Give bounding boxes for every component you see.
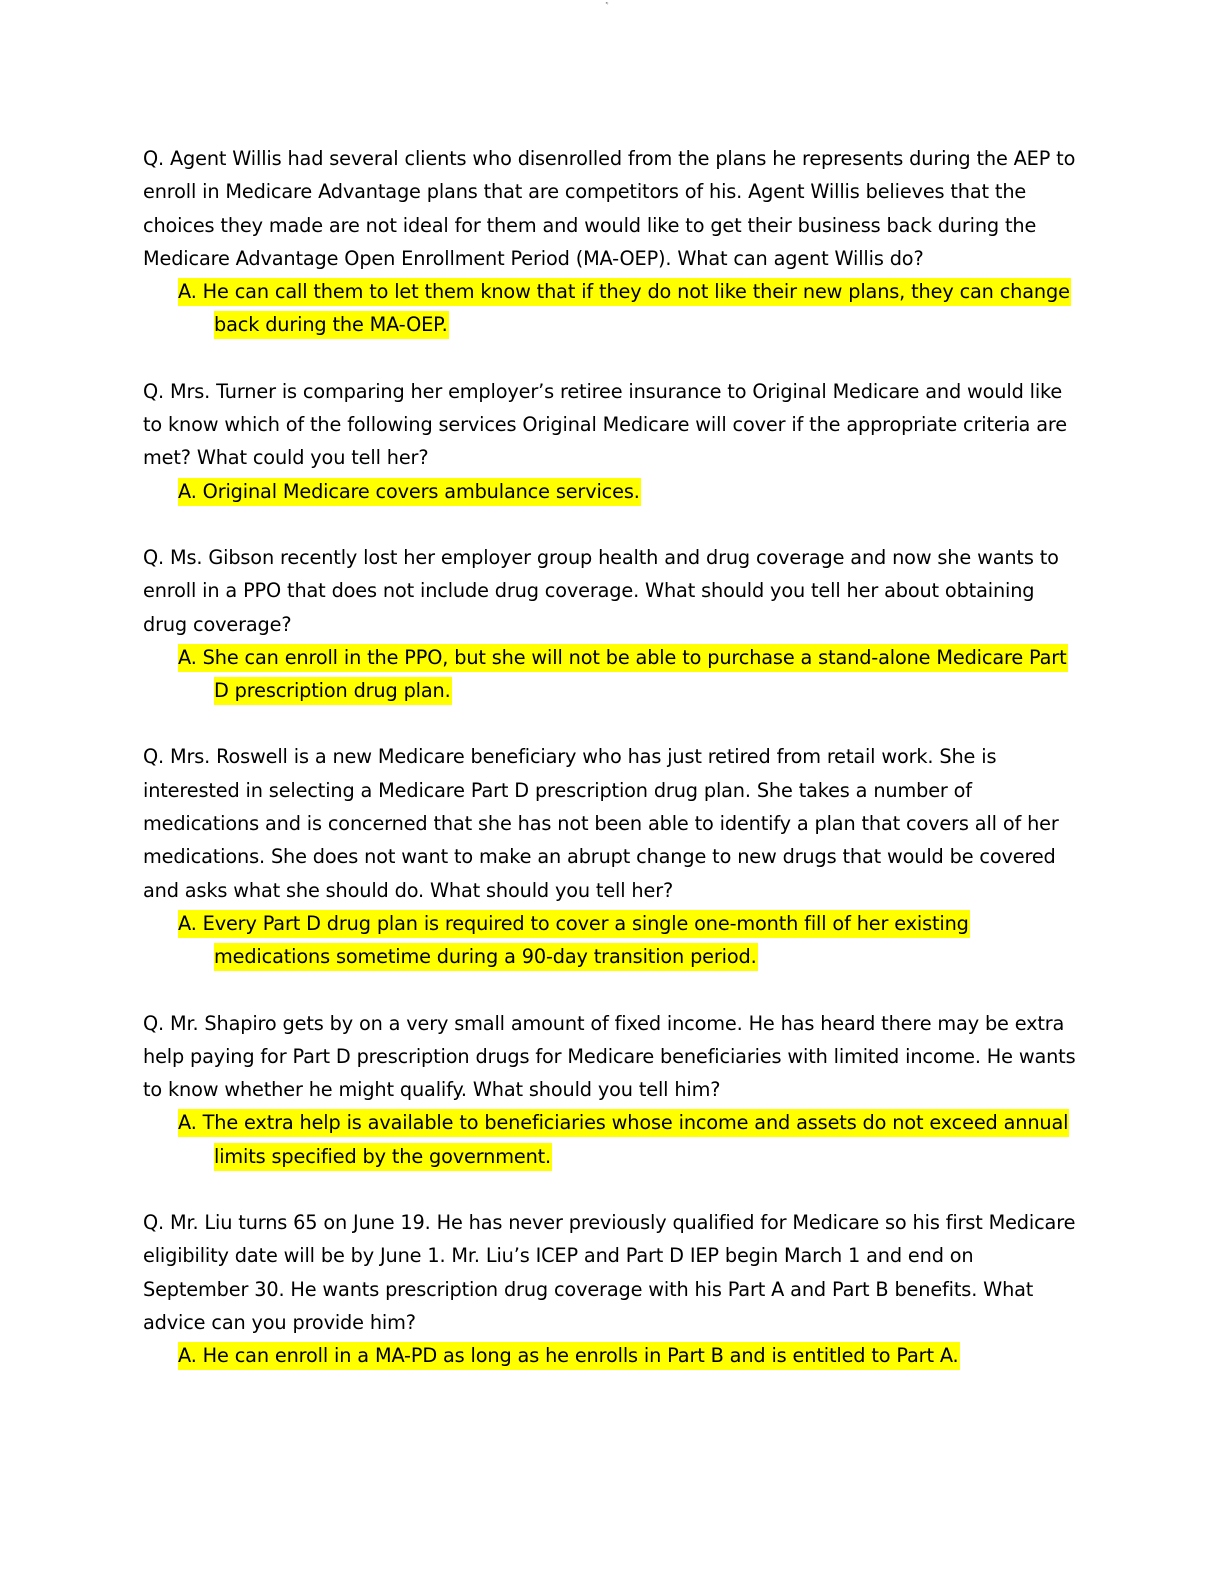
- answer: [143, 475, 1083, 508]
- question-text: Q. Agent Willis had several clients who disenrolled from the plans he represents during the AEP to enroll in Medicare Advantage plans that are competitors of his. Agent Willis believes that the choices they made are not ideal for them and would like to get their business back during the Medicare Advantage Open Enrollment Period (MA-OEP). What can agent Willis do?: [143, 147, 1076, 270]
- answer: [143, 1106, 1083, 1173]
- qa-item-6: [143, 1206, 1083, 1372]
- question-text: Q. Ms. Gibson recently lost her employer group health and drug coverage and now she wants to enroll in a PPO that does not include drug coverage. What should you tell her about obtaining drug coverage?: [143, 545, 1059, 636]
- answer-marker: A.: [178, 1111, 197, 1135]
- answer-marker: A.: [178, 479, 197, 503]
- answer-text: Original Medicare covers ambulance services.: [202, 479, 640, 503]
- answer-marker: A.: [178, 1344, 197, 1368]
- answer-text: He can enroll in a MA-PD as long as he enrolls in Part B and is entitled to Part A.: [202, 1344, 959, 1368]
- document-body: [143, 142, 1083, 1406]
- question-text: Q. Mrs. Roswell is a new Medicare beneficiary who has just retired from retail work. She is interested in selecting a Medicare Part D prescription drug plan. She takes a number of medications and is concerned that she has not been able to identify a plan that covers all of her medications. She does not want to make an abrupt change to new drugs that would be covered and asks what she should do. What should you tell her?: [143, 745, 1059, 902]
- question-text: Q. Mrs. Turner is comparing her employer’s retiree insurance to Original Medicare and would like to know which of the following services Original Medicare will cover if the appropriate criteria are met? What could you tell her?: [143, 379, 1067, 470]
- answer-text: She can enroll in the PPO, but she will not be able to purchase a stand-alone Medicare Part D prescription drug plan.: [202, 645, 1067, 703]
- qa-item-1: [143, 142, 1083, 342]
- answer: [143, 641, 1083, 708]
- answer: [143, 907, 1083, 974]
- answer-text: He can call them to let them know that if they do not like their new plans, they can change back during the MA-OEP.: [202, 280, 1070, 337]
- question-text: Q. Mr. Liu turns 65 on June 19. He has never previously qualified for Medicare so his first Medicare eligibility date will be by June 1. Mr. Liu’s ICEP and Part D IEP begin March 1 and end on September 30. He wants prescription drug coverage with his Part A and Part B benefits. What advice can you provide him?: [143, 1211, 1076, 1334]
- answer: [143, 275, 1083, 342]
- answer-text: The extra help is available to beneficiaries whose income and assets do not exceed annual limits specified by the government.: [202, 1111, 1069, 1168]
- qa-item-4: [143, 740, 1083, 973]
- question-text: Q. Mr. Shapiro gets by on a very small amount of fixed income. He has heard there may be extra help paying for Part D prescription drugs for Medicare beneficiaries with limited income. He wants to know whether he might qualify. What should you tell him?: [143, 1011, 1076, 1102]
- answer-text: Every Part D drug plan is required to cover a single one-month fill of her existing medications sometime during a 90-day transition period.: [202, 911, 969, 969]
- page-header-mark: Ej: [605, 1, 609, 5]
- answer: [143, 1339, 1083, 1372]
- qa-item-3: [143, 541, 1083, 707]
- answer-marker: A.: [178, 911, 197, 935]
- answer-marker: A.: [178, 280, 197, 304]
- answer-marker: A.: [178, 645, 197, 669]
- qa-item-2: [143, 375, 1083, 508]
- qa-item-5: [143, 1007, 1083, 1173]
